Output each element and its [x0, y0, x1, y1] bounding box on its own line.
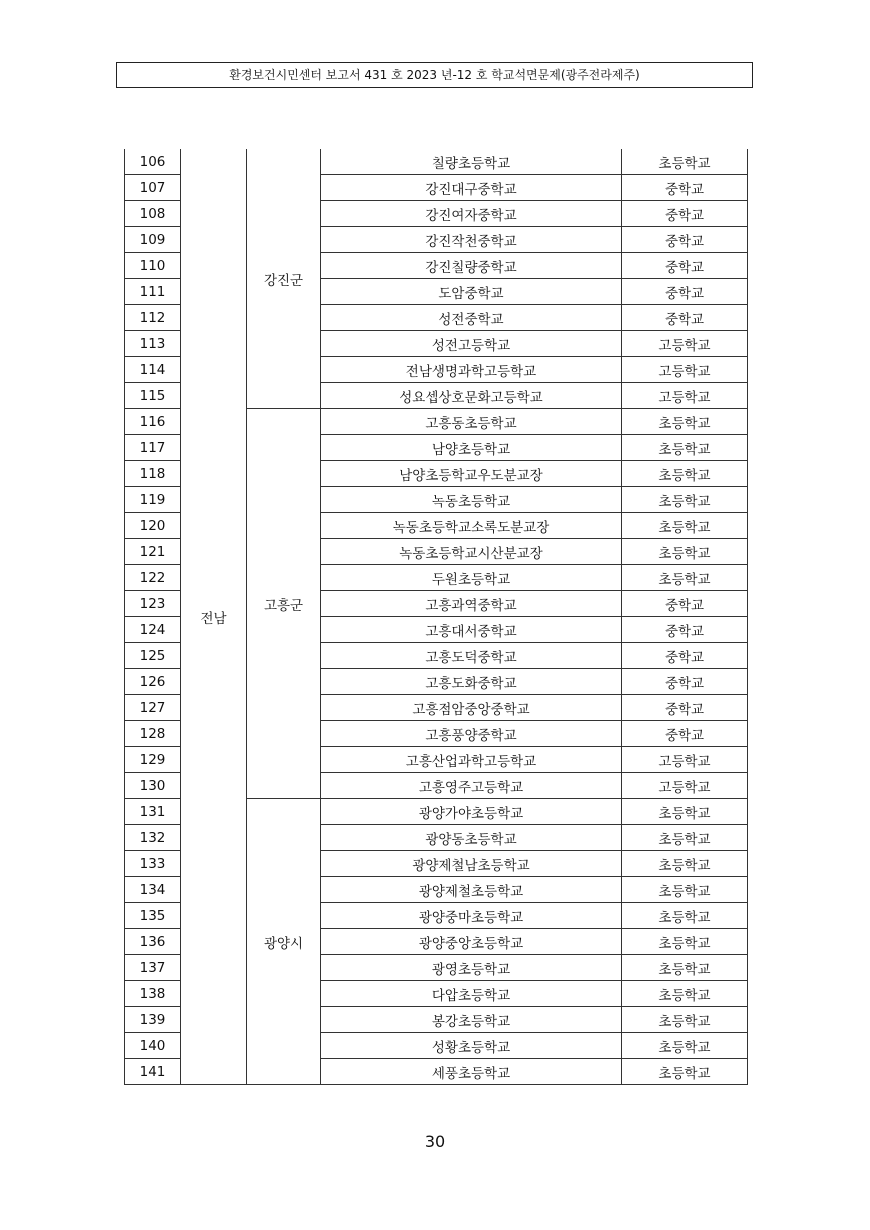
school-name: 광양제철초등학교: [321, 877, 622, 903]
school-type: 중학교: [622, 695, 748, 721]
report-header: 환경보건시민센터 보고서 431 호 2023 년-12 호 학교석면문제(광주전라제주): [116, 62, 753, 88]
row-number: 107: [125, 175, 181, 201]
school-table: [124, 149, 748, 1085]
school-type: 초등학교: [622, 903, 748, 929]
school-type: 초등학교: [622, 149, 748, 175]
row-number: 110: [125, 253, 181, 279]
row-number: 118: [125, 461, 181, 487]
school-type: 중학교: [622, 201, 748, 227]
school-name: 고흥도덕중학교: [321, 643, 622, 669]
school-type: 중학교: [622, 175, 748, 201]
school-name: 고흥대서중학교: [321, 617, 622, 643]
row-number: 134: [125, 877, 181, 903]
school-name: 고흥영주고등학교: [321, 773, 622, 799]
row-number: 130: [125, 773, 181, 799]
row-number: 137: [125, 955, 181, 981]
school-name: 성요셉상호문화고등학교: [321, 383, 622, 409]
school-type: 초등학교: [622, 487, 748, 513]
school-name: 강진작천중학교: [321, 227, 622, 253]
school-name: 봉강초등학교: [321, 1007, 622, 1033]
school-name: 고흥도화중학교: [321, 669, 622, 695]
school-type: 초등학교: [622, 409, 748, 435]
school-name: 남양초등학교우도분교장: [321, 461, 622, 487]
school-type: 중학교: [622, 253, 748, 279]
school-type: 중학교: [622, 591, 748, 617]
school-name: 칠량초등학교: [321, 149, 622, 175]
school-type: 초등학교: [622, 877, 748, 903]
school-name: 강진여자중학교: [321, 201, 622, 227]
row-number: 128: [125, 721, 181, 747]
school-name: 광양중마초등학교: [321, 903, 622, 929]
district-cell: 고흥군: [247, 409, 321, 799]
school-type: 중학교: [622, 643, 748, 669]
row-number: 120: [125, 513, 181, 539]
school-name: 강진칠량중학교: [321, 253, 622, 279]
school-name: 광양제철남초등학교: [321, 851, 622, 877]
school-type: 고등학교: [622, 331, 748, 357]
row-number: 122: [125, 565, 181, 591]
row-number: 108: [125, 201, 181, 227]
row-number: 124: [125, 617, 181, 643]
row-number: 135: [125, 903, 181, 929]
school-name: 고흥풍양중학교: [321, 721, 622, 747]
page-number: 30: [424, 1132, 446, 1151]
school-type: 초등학교: [622, 1033, 748, 1059]
school-type: 초등학교: [622, 825, 748, 851]
row-number: 129: [125, 747, 181, 773]
school-type: 중학교: [622, 279, 748, 305]
province-cell: 전남: [181, 149, 247, 1085]
school-name: 다압초등학교: [321, 981, 622, 1007]
school-type: 중학교: [622, 617, 748, 643]
school-type: 초등학교: [622, 461, 748, 487]
school-type: 고등학교: [622, 383, 748, 409]
school-name: 고흥동초등학교: [321, 409, 622, 435]
district-cell: 광양시: [247, 799, 321, 1085]
school-type: 초등학교: [622, 1059, 748, 1085]
school-type: 초등학교: [622, 981, 748, 1007]
school-type: 초등학교: [622, 539, 748, 565]
school-name: 도암중학교: [321, 279, 622, 305]
school-type: 초등학교: [622, 955, 748, 981]
school-name: 고흥과역중학교: [321, 591, 622, 617]
school-type: 초등학교: [622, 929, 748, 955]
row-number: 111: [125, 279, 181, 305]
school-type: 초등학교: [622, 1007, 748, 1033]
school-name: 고흥산업과학고등학교: [321, 747, 622, 773]
school-name: 고흥점암중앙중학교: [321, 695, 622, 721]
row-number: 121: [125, 539, 181, 565]
school-name: 세풍초등학교: [321, 1059, 622, 1085]
row-number: 116: [125, 409, 181, 435]
school-type: 고등학교: [622, 747, 748, 773]
row-number: 109: [125, 227, 181, 253]
row-number: 115: [125, 383, 181, 409]
school-type: 중학교: [622, 669, 748, 695]
row-number: 132: [125, 825, 181, 851]
school-name: 광양가야초등학교: [321, 799, 622, 825]
school-type: 중학교: [622, 227, 748, 253]
row-number: 127: [125, 695, 181, 721]
row-number: 140: [125, 1033, 181, 1059]
district-cell: 강진군: [247, 149, 321, 409]
school-type: 중학교: [622, 305, 748, 331]
row-number: 136: [125, 929, 181, 955]
row-number: 112: [125, 305, 181, 331]
row-number: 119: [125, 487, 181, 513]
school-name: 성전중학교: [321, 305, 622, 331]
school-name: 강진대구중학교: [321, 175, 622, 201]
school-type: 초등학교: [622, 799, 748, 825]
school-name: 광양동초등학교: [321, 825, 622, 851]
school-type: 고등학교: [622, 357, 748, 383]
school-name: 광양중앙초등학교: [321, 929, 622, 955]
row-number: 123: [125, 591, 181, 617]
school-name: 녹동초등학교: [321, 487, 622, 513]
row-number: 133: [125, 851, 181, 877]
school-type: 초등학교: [622, 851, 748, 877]
school-type: 초등학교: [622, 435, 748, 461]
school-type: 초등학교: [622, 513, 748, 539]
row-number: 141: [125, 1059, 181, 1085]
row-number: 125: [125, 643, 181, 669]
table-row: [125, 149, 748, 175]
school-table-body: [125, 149, 748, 1085]
school-name: 광영초등학교: [321, 955, 622, 981]
school-name: 성황초등학교: [321, 1033, 622, 1059]
row-number: 117: [125, 435, 181, 461]
school-type: 고등학교: [622, 773, 748, 799]
school-name: 전남생명과학고등학교: [321, 357, 622, 383]
row-number: 126: [125, 669, 181, 695]
school-name: 녹동초등학교시산분교장: [321, 539, 622, 565]
row-number: 131: [125, 799, 181, 825]
school-name: 두원초등학교: [321, 565, 622, 591]
school-name: 녹동초등학교소록도분교장: [321, 513, 622, 539]
school-type: 중학교: [622, 721, 748, 747]
school-name: 성전고등학교: [321, 331, 622, 357]
school-name: 남양초등학교: [321, 435, 622, 461]
row-number: 138: [125, 981, 181, 1007]
row-number: 114: [125, 357, 181, 383]
row-number: 139: [125, 1007, 181, 1033]
school-type: 초등학교: [622, 565, 748, 591]
row-number: 113: [125, 331, 181, 357]
row-number: 106: [125, 149, 181, 175]
